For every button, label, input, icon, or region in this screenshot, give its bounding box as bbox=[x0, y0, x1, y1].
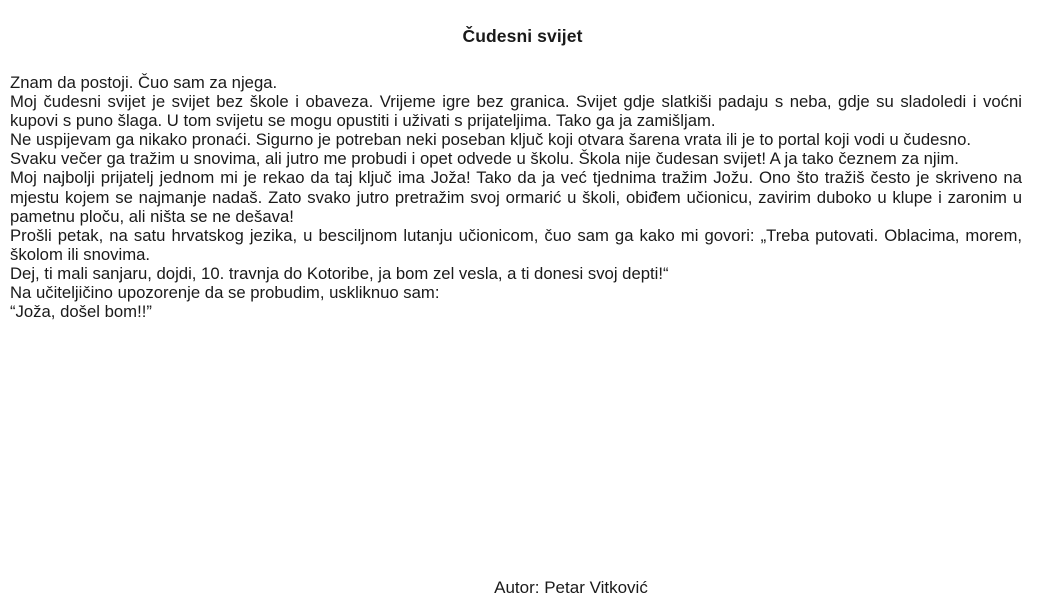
paragraph: “Joža, došel bom!!” bbox=[10, 302, 152, 322]
paragraph: Prošli petak, na satu hrvatskog jezika, u besciljnom lutanju učionicom, čuo sam ga kako mi govori: „Treba putovati. Oblacima, morem, školom ili snovima. bbox=[10, 225, 1022, 264]
paragraph: Moj čudesni svijet je svijet bez škole i obaveza. Vrijeme igre bez granica. Svijet gdje slatkiši padaju s neba, gdje su sladoledi i voćni kupovi s puno šlaga. U tom svijetu se mogu opustiti i uživati s prijateljima. Tako ga ja zamišljam. bbox=[10, 92, 1022, 131]
paragraph: Ne uspijevam ga nikako pronaći. Sigurno je potreban neki poseban ključ koji otvara šarena vrata ili je to portal koji vodi u čudesno. bbox=[10, 130, 972, 150]
paragraph: Dej, ti mali sanjaru, dojdi, 10. travnja do Kotoribe, ja bom zel vesla, a ti donesi svoj depti!“ bbox=[10, 263, 669, 283]
author-credit: Autor: Petar Vitković bbox=[494, 578, 648, 597]
document-body bbox=[10, 73, 1022, 321]
document-title: Čudesni svijet bbox=[462, 26, 583, 46]
paragraph: Svaku večer ga tražim u snovima, ali jutro me probudi i opet odvede u školu. Škola nije čudesan svijet! A ja tako čeznem za njim. bbox=[10, 149, 959, 169]
paragraph: Na učiteljičino upozorenje da se probudim, uskliknuo sam: bbox=[10, 283, 440, 303]
paragraph: Znam da postoji. Čuo sam za njega. bbox=[10, 73, 278, 92]
paragraph: Moj najbolji prijatelj jednom mi je rekao da taj ključ ima Joža! Tako da ja već tjednima tražim Jožu. Ono što tražiš često je skriveno na mjestu kojem se najmanje nadaš. Zato svako jutro pretražim svoj ormarić u školi, obiđem učionicu, zavirim duboko u klupe i zaronim u pametnu ploču, ali ništa se ne dešava! bbox=[10, 168, 1022, 226]
